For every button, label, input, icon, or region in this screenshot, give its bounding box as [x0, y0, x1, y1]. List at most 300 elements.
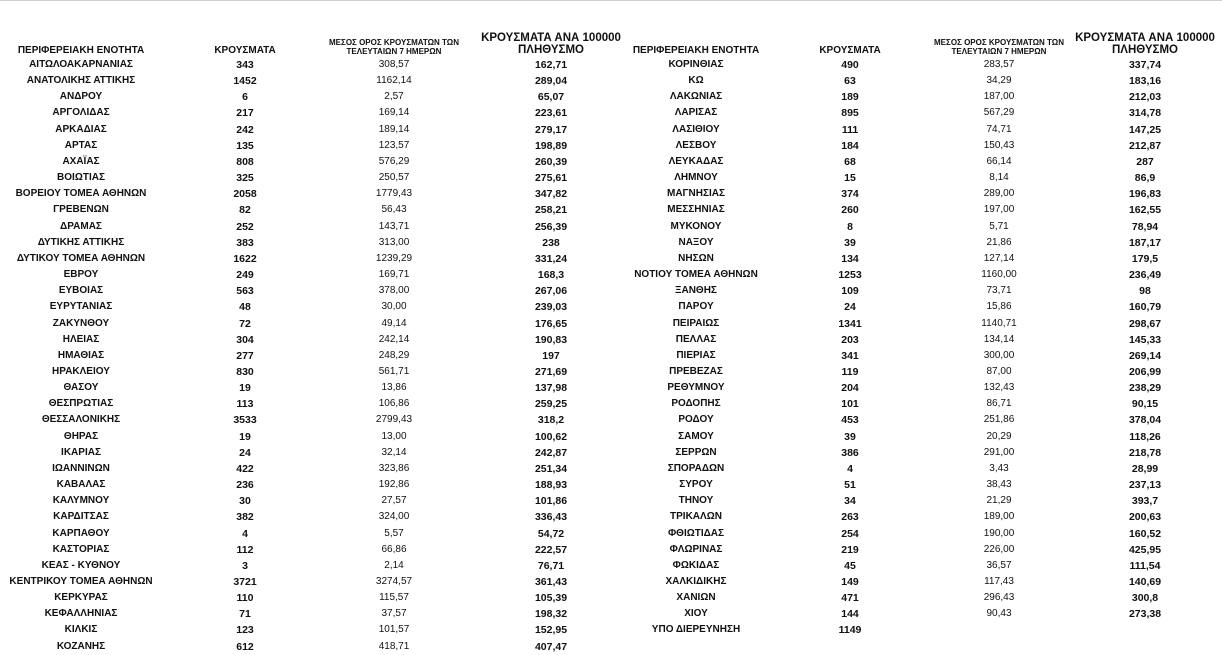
table-row [0, 186, 612, 202]
cases-cell: 19 [239, 382, 251, 395]
per100k-cell: 198,89 [534, 139, 568, 152]
cases-cell: 3 [242, 559, 248, 572]
table-row [0, 445, 612, 461]
table-row [0, 316, 612, 332]
per100k-cell: 300,8 [1131, 592, 1159, 605]
avg-cell: 32,14 [381, 446, 407, 458]
cases-cell: 1622 [233, 252, 257, 265]
avg-cell: 248,29 [378, 349, 410, 361]
cases-cell: 4 [242, 527, 248, 540]
region-cell: ΡΟΔΟΠΗΣ [671, 398, 721, 410]
region-cell: ΑΡΚΑΔΙΑΣ [55, 123, 107, 135]
avg-cell: 56,43 [381, 204, 407, 216]
table-row [612, 316, 1222, 332]
cases-cell: 184 [841, 139, 859, 152]
region-cell: ΞΑΝΘΗΣ [675, 285, 717, 297]
table-row [0, 526, 612, 542]
avg-cell: 3274,57 [375, 576, 413, 587]
region-cell: ΦΛΩΡΙΝΑΣ [669, 543, 723, 555]
per100k-cell: 28,99 [1131, 462, 1159, 475]
per100k-cell: 239,03 [534, 301, 568, 314]
per100k-cell: 183,16 [1128, 75, 1162, 88]
per100k-cell: 378,04 [1128, 414, 1162, 427]
region-cell: ΛΕΥΚΑΔΑΣ [668, 155, 724, 167]
avg-cell: 123,57 [378, 139, 410, 151]
cases-cell: 48 [239, 301, 251, 314]
cases-cell: 341 [841, 349, 859, 362]
per100k-cell: 361,43 [534, 576, 568, 588]
cases-cell: 830 [236, 365, 254, 378]
table-row [612, 170, 1222, 186]
table-row [612, 542, 1222, 558]
table-row [0, 477, 612, 493]
per100k-cell: 206,99 [1128, 365, 1162, 378]
avg-cell: 87,00 [986, 365, 1012, 377]
avg-cell: 13,86 [381, 382, 407, 394]
avg-cell: 291,00 [983, 446, 1015, 458]
table-row [0, 574, 612, 590]
cases-cell: 386 [841, 446, 859, 459]
region-cell: ΤΡΙΚΑΛΩΝ [670, 511, 722, 523]
table-row [0, 590, 612, 606]
cases-cell: 260 [841, 204, 859, 217]
region-cell: ΚΑΡΔΙΤΣΑΣ [53, 511, 109, 523]
table-row [0, 122, 612, 138]
per100k-cell: 251,34 [534, 462, 568, 475]
avg-cell: 1239,29 [375, 252, 413, 264]
region-cell: ΙΚΑΡΙΑΣ [61, 446, 101, 458]
per100k-cell: 259,25 [534, 398, 568, 411]
table-row [0, 412, 612, 428]
table-row [0, 639, 612, 655]
avg-cell: 34,29 [986, 75, 1012, 87]
per100k-cell: 160,79 [1128, 301, 1162, 314]
table-row [612, 526, 1222, 542]
per100k-cell: 200,63 [1128, 511, 1162, 524]
region-cell: ΗΛΕΙΑΣ [62, 333, 100, 345]
table-row [612, 89, 1222, 105]
table-row [612, 283, 1222, 299]
cases-cell: 72 [239, 317, 251, 330]
region-cell: ΛΕΣΒΟΥ [675, 139, 717, 151]
cases-cell: 24 [239, 446, 251, 459]
region-cell: ΚΟΖΑΝΗΣ [56, 640, 106, 652]
per100k-cell: 223,61 [534, 107, 568, 120]
region-cell: ΘΗΡΑΣ [63, 430, 99, 442]
table-row [0, 622, 612, 638]
avg-cell: 242,14 [378, 333, 410, 345]
table-row [0, 267, 612, 283]
per100k-cell: 118,26 [1129, 430, 1161, 443]
table-row [612, 154, 1222, 170]
table-row [612, 445, 1222, 461]
region-cell: ΧΑΛΚΙΔΙΚΗΣ [665, 576, 727, 587]
cases-cell: 343 [236, 59, 254, 71]
table-row [0, 606, 612, 622]
region-cell: ΒΟΡΕΙΟΥ ΤΟΜΕΑ ΑΘΗΝΩΝ [15, 188, 147, 200]
per100k-cell: 242,87 [534, 446, 568, 459]
avg-cell: 143,71 [378, 220, 410, 232]
table-row [0, 57, 612, 73]
table-row [612, 509, 1222, 525]
per100k-cell: 314,78 [1128, 107, 1162, 120]
avg-cell: 66,86 [381, 543, 407, 555]
cases-cell: 2058 [233, 188, 257, 201]
table-row [612, 332, 1222, 348]
cases-cell: 1149 [838, 624, 862, 637]
table-row [0, 493, 612, 509]
avg-cell: 289,00 [983, 188, 1015, 200]
per100k-cell: 65,07 [537, 91, 565, 104]
cases-cell: 3721 [233, 576, 257, 588]
cases-cell: 119 [841, 365, 859, 378]
cases-cell: 34 [844, 495, 856, 508]
region-cell: ΡΟΔΟΥ [678, 414, 714, 426]
cases-cell: 471 [841, 592, 859, 605]
per100k-cell: 425,95 [1128, 543, 1162, 556]
table-row [612, 622, 1222, 638]
table-row [0, 283, 612, 299]
table-row [612, 122, 1222, 138]
table-row [0, 429, 612, 445]
table-row [0, 105, 612, 121]
cases-cell: 39 [844, 236, 856, 249]
avg-cell: 150,43 [983, 139, 1015, 151]
region-cell: ΛΑΣΙΘΙΟΥ [672, 123, 720, 135]
cases-cell: 217 [236, 107, 254, 120]
per100k-cell: 267,06 [534, 285, 568, 298]
avg-cell: 117,43 [984, 576, 1014, 587]
cases-cell: 219 [841, 543, 859, 556]
per100k-cell: 168,3 [537, 269, 565, 282]
region-cell: ΠΕΙΡΑΙΩΣ [672, 317, 720, 329]
table-row [0, 558, 612, 574]
table-row [612, 412, 1222, 428]
table-row [612, 105, 1222, 121]
table-row [0, 89, 612, 105]
cases-cell: 8 [847, 220, 853, 233]
per100k-cell: 78,94 [1131, 220, 1159, 233]
avg-cell: 323,86 [378, 462, 410, 474]
avg-cell: 5,71 [989, 220, 1009, 232]
per100k-cell: 162,71 [534, 59, 568, 71]
avg-cell: 226,00 [983, 543, 1015, 555]
per100k-cell: 90,15 [1131, 398, 1159, 411]
cases-cell: 1253 [838, 269, 862, 282]
region-cell: ΕΒΡΟΥ [63, 269, 99, 281]
table-row [612, 477, 1222, 493]
region-cell: ΚΕΡΚΥΡΑΣ [54, 592, 108, 604]
per100k-cell: 160,52 [1128, 527, 1162, 540]
avg-cell: 169,14 [378, 107, 410, 119]
per100k-cell: 298,67 [1128, 317, 1162, 330]
per100k-cell: 187,17 [1128, 236, 1162, 249]
per100k-cell: 271,69 [534, 365, 568, 378]
region-cell: ΑΙΤΩΛΟΑΚΑΡΝΑΝΙΑΣ [29, 59, 133, 70]
avg-cell: 1160,00 [981, 269, 1017, 281]
avg-cell: 27,57 [381, 495, 407, 507]
region-cell: ΔΥΤΙΚΟΥ ΤΟΜΕΑ ΑΘΗΝΩΝ [16, 252, 146, 264]
avg-cell: 300,00 [983, 349, 1015, 361]
table-row [0, 380, 612, 396]
cases-cell: 254 [841, 527, 859, 540]
per100k-cell: 237,13 [1128, 479, 1162, 492]
cases-cell: 113 [236, 398, 254, 411]
avg-cell: 73,71 [986, 285, 1012, 297]
avg-cell: 296,43 [983, 592, 1015, 604]
table-row [612, 461, 1222, 477]
region-cell: ΑΡΤΑΣ [64, 139, 98, 151]
region-cell: ΧΑΝΙΩΝ [676, 592, 716, 604]
table-row [612, 380, 1222, 396]
table-row [612, 299, 1222, 315]
cases-cell: 71 [239, 608, 251, 621]
region-cell: ΗΜΑΘΙΑΣ [57, 349, 105, 361]
per100k-cell: 147,25 [1128, 123, 1162, 136]
region-cell: ΖΑΚΥΝΘΟΥ [52, 317, 110, 329]
avg-cell: 2,57 [384, 91, 404, 103]
table-row [0, 542, 612, 558]
avg-cell: 251,86 [983, 414, 1015, 426]
table-row [612, 364, 1222, 380]
avg-cell: 324,00 [378, 511, 410, 523]
per100k-cell: 269,14 [1128, 349, 1162, 362]
per100k-cell: 98 [1139, 285, 1151, 298]
table-row [0, 170, 612, 186]
table-row [0, 251, 612, 267]
header-avg-7days: ΜΕΣΟΣ ΟΡΟΣ ΚΡΟΥΣΜΑΤΩΝ ΤΩΝ ΤΕΛΕΥΤΑΙΩΝ 7 ΗΜΕΡΩΝ [329, 38, 459, 56]
per100k-cell: 188,93 [534, 479, 568, 492]
per100k-cell: 331,24 [534, 252, 568, 265]
per100k-cell: 76,71 [537, 559, 565, 572]
region-cell: ΚΩ [688, 75, 704, 87]
avg-cell: 13,00 [381, 430, 407, 442]
table-row [612, 429, 1222, 445]
cases-cell: 383 [236, 236, 254, 249]
cases-cell: 4 [847, 462, 853, 475]
avg-cell: 86,71 [986, 398, 1012, 410]
avg-cell: 187,00 [983, 91, 1015, 103]
cases-cell: 304 [236, 333, 254, 346]
region-cell: ΠΙΕΡΙΑΣ [676, 349, 716, 361]
avg-cell: 2799,43 [375, 414, 413, 426]
avg-cell: 567,29 [983, 107, 1015, 119]
region-cell: ΥΠΟ ΔΙΕΡΕΥΝΗΣΗ [651, 624, 741, 636]
table-row [0, 461, 612, 477]
per100k-cell: 218,78 [1128, 446, 1162, 459]
cases-cell: 51 [844, 479, 856, 492]
cases-cell: 204 [841, 382, 859, 395]
top-border [0, 0, 1222, 1]
cases-cell: 101 [841, 398, 859, 411]
region-cell: ΠΑΡΟΥ [678, 301, 714, 313]
cases-cell: 563 [236, 285, 254, 298]
cases-cell: 325 [236, 172, 254, 185]
per100k-cell: 197 [542, 349, 560, 362]
cases-cell: 6 [242, 91, 248, 104]
avg-cell: 192,86 [378, 479, 410, 491]
table-row [612, 590, 1222, 606]
table-row [612, 73, 1222, 89]
table-row [612, 138, 1222, 154]
table-row [0, 73, 612, 89]
cases-cell: 63 [844, 75, 856, 88]
per100k-cell: 289,04 [534, 75, 568, 88]
table-row [612, 574, 1222, 590]
cases-cell: 24 [844, 301, 856, 314]
per100k-cell: 54,72 [537, 527, 565, 540]
region-cell: ΛΑΡΙΣΑΣ [674, 107, 718, 119]
table-row [0, 219, 612, 235]
region-cell: ΦΘΙΩΤΙΔΑΣ [667, 527, 725, 539]
table-row [0, 396, 612, 412]
region-cell: ΚΑΡΠΑΘΟΥ [52, 527, 110, 539]
per100k-cell: 100,62 [534, 430, 568, 443]
cases-cell: 236 [236, 479, 254, 492]
avg-cell: 8,14 [989, 172, 1009, 184]
cases-cell: 19 [239, 430, 251, 443]
avg-cell: 3,43 [989, 462, 1009, 474]
per100k-cell: 318,2 [537, 414, 565, 427]
region-cell: ΣΑΜΟΥ [678, 430, 714, 442]
cases-cell: 149 [841, 576, 859, 588]
per100k-cell: 212,03 [1128, 91, 1162, 104]
table-row [612, 267, 1222, 283]
region-cell: ΕΥΒΟΙΑΣ [58, 285, 104, 297]
cases-cell: 134 [841, 252, 859, 265]
per100k-cell: 152,95 [534, 624, 568, 637]
per100k-cell: 212,87 [1128, 139, 1162, 152]
region-cell: ΚΙΛΚΙΣ [64, 624, 98, 636]
avg-cell: 2,14 [384, 559, 404, 571]
avg-cell: 15,86 [986, 301, 1012, 313]
avg-cell: 21,29 [986, 495, 1012, 507]
region-cell: ΚΑΣΤΟΡΙΑΣ [52, 543, 110, 555]
per100k-cell: 347,82 [534, 188, 568, 201]
region-cell: ΡΕΘΥΜΝΟΥ [667, 382, 725, 394]
cases-cell: 112 [236, 543, 254, 556]
region-cell: ΘΕΣΠΡΩΤΙΑΣ [48, 398, 114, 410]
avg-cell: 36,57 [986, 559, 1012, 571]
region-cell: ΒΟΙΩΤΙΑΣ [57, 172, 105, 184]
avg-cell: 115,57 [379, 592, 409, 604]
per100k-cell: 275,61 [534, 172, 568, 185]
per100k-cell: 111,54 [1129, 559, 1161, 572]
cases-cell: 374 [841, 188, 859, 201]
table-row [0, 332, 612, 348]
table-row [612, 57, 1222, 73]
table-row [612, 219, 1222, 235]
per100k-cell: 198,32 [534, 608, 568, 621]
region-cell: ΑΝΔΡΟΥ [59, 91, 103, 103]
per100k-cell: 393,7 [1131, 495, 1159, 508]
cases-cell: 82 [239, 204, 251, 217]
avg-cell: 250,57 [378, 172, 410, 184]
region-cell: ΕΥΡΥΤΑΝΙΑΣ [49, 301, 113, 313]
avg-cell: 21,86 [986, 236, 1012, 248]
cases-cell: 242 [236, 123, 254, 136]
region-cell: ΦΩΚΙΔΑΣ [672, 559, 720, 571]
region-cell: ΛΑΚΩΝΙΑΣ [669, 91, 723, 103]
avg-cell: 30,00 [381, 301, 407, 313]
region-cell: ΑΡΓΟΛΙΔΑΣ [52, 107, 110, 119]
cases-cell: 110 [236, 592, 254, 605]
region-cell: ΚΕΑΣ - ΚΥΘΝΟΥ [41, 559, 121, 571]
per100k-cell: 196,83 [1128, 188, 1162, 201]
avg-cell: 197,00 [983, 204, 1015, 216]
cases-cell: 135 [236, 139, 254, 152]
avg-cell: 189,00 [983, 511, 1015, 523]
left-table-body [0, 57, 612, 655]
cases-cell: 30 [239, 495, 251, 508]
avg-cell: 283,57 [983, 59, 1015, 70]
per100k-cell: 260,39 [534, 155, 568, 168]
region-cell: ΓΡΕΒΕΝΩΝ [53, 204, 109, 216]
avg-cell: 101,57 [378, 624, 410, 636]
region-cell: ΚΕΝΤΡΙΚΟΥ ΤΟΜΕΑ ΑΘΗΝΩΝ [9, 576, 153, 587]
region-cell: ΛΗΜΝΟΥ [674, 172, 718, 184]
cases-cell: 453 [841, 414, 859, 427]
region-cell: ΑΝΑΤΟΛΙΚΗΣ ΑΤΤΙΚΗΣ [26, 75, 136, 87]
region-cell: ΚΕΦΑΛΛΗΝΙΑΣ [44, 608, 118, 620]
per100k-cell: 337,74 [1128, 59, 1162, 71]
table-row [0, 299, 612, 315]
cases-cell: 144 [841, 608, 859, 621]
header-avg-7days-right: ΜΕΣΟΣ ΟΡΟΣ ΚΡΟΥΣΜΑΤΩΝ ΤΩΝ ΤΕΛΕΥΤΑΙΩΝ 7 ΗΜΕΡΩΝ [934, 38, 1064, 56]
per100k-cell: 137,98 [534, 382, 568, 395]
header-per-100k: ΚΡΟΥΣΜΑΤΑ ΑΝΑ 100000 ΠΛΗΘΥΣΜΟ [481, 31, 621, 56]
region-cell: ΜΑΓΝΗΣΙΑΣ [666, 188, 725, 200]
cases-cell: 422 [236, 462, 254, 475]
table-row [612, 251, 1222, 267]
cases-cell: 15 [844, 172, 856, 185]
avg-cell: 418,71 [378, 640, 410, 652]
region-cell: ΑΧΑΪΑΣ [62, 155, 100, 167]
per100k-cell: 86,9 [1134, 172, 1156, 185]
region-cell: ΧΙΟΥ [684, 608, 708, 620]
per100k-cell: 162,55 [1128, 204, 1162, 217]
table-row [0, 154, 612, 170]
per100k-cell: 190,83 [534, 333, 568, 346]
avg-cell: 38,43 [986, 479, 1012, 491]
region-cell: ΣΠΟΡΑΔΩΝ [667, 462, 725, 474]
cases-cell: 109 [841, 285, 859, 298]
cases-cell: 612 [236, 640, 254, 653]
table-row [0, 348, 612, 364]
per100k-cell: 407,47 [534, 640, 568, 653]
region-cell: ΤΗΝΟΥ [678, 495, 714, 507]
per100k-cell: 179,5 [1131, 252, 1159, 265]
avg-cell: 74,71 [986, 123, 1012, 135]
table-row [612, 235, 1222, 251]
header-per-100k-right: ΚΡΟΥΣΜΑΤΑ ΑΝΑ 100000 ΠΛΗΘΥΣΜΟ [1075, 31, 1215, 56]
cases-cell: 382 [236, 511, 254, 524]
table-row [612, 202, 1222, 218]
avg-cell: 37,57 [381, 608, 407, 620]
cases-cell: 123 [236, 624, 254, 637]
region-cell: ΝΑΞΟΥ [678, 236, 714, 248]
table-row [0, 202, 612, 218]
region-cell: ΔΥΤΙΚΗΣ ΑΤΤΙΚΗΣ [37, 236, 125, 248]
avg-cell: 127,14 [983, 252, 1015, 264]
cases-cell: 490 [841, 59, 859, 71]
table-row [0, 235, 612, 251]
header-cases-right: ΚΡΟΥΣΜΑΤΑ [819, 44, 881, 56]
per100k-cell: 238 [542, 236, 560, 249]
region-cell: ΚΑΒΑΛΑΣ [56, 479, 106, 491]
per100k-cell: 222,57 [534, 543, 568, 556]
per100k-cell: 256,39 [534, 220, 568, 233]
